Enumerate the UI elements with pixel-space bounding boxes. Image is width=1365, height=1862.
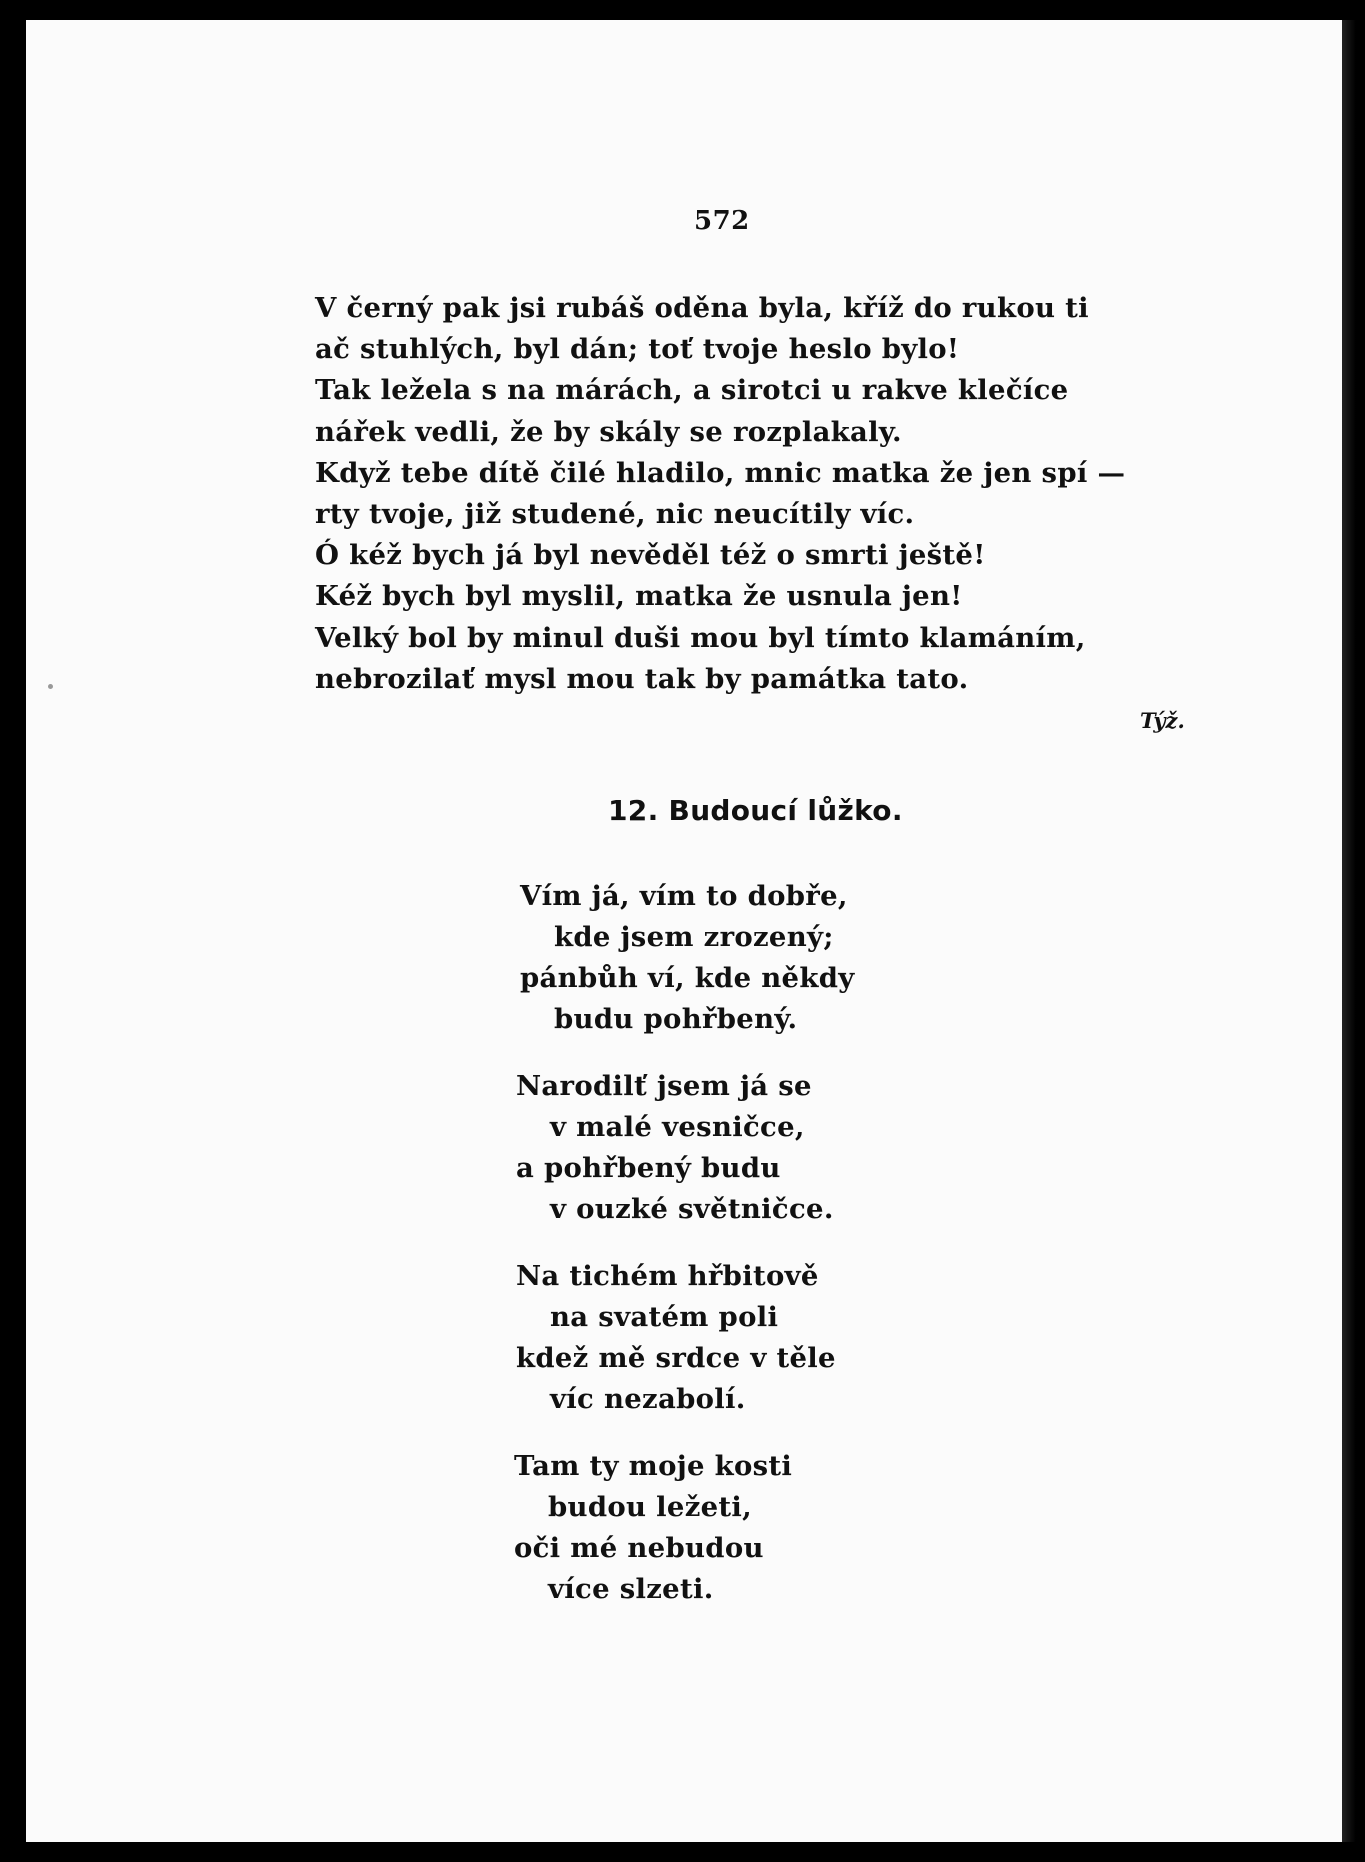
verse-line: Tam ty moje kosti xyxy=(514,1450,793,1482)
verse-line: kdež mě srdce v těle xyxy=(516,1342,836,1374)
binding-shadow xyxy=(1342,20,1365,1842)
verse-line: na svatém poli xyxy=(550,1301,779,1333)
verse-line: Vím já, vím to dobře, xyxy=(520,880,848,912)
prose-line: Velký bol by minul duši mou byl tímto klamáním, xyxy=(315,621,1086,654)
prose-line: V černý pak jsi rubáš oděna byla, kříž do rukou ti xyxy=(315,292,1089,324)
verse-line: budou ležeti, xyxy=(548,1491,753,1523)
author-signature: Týž. xyxy=(1140,708,1185,733)
verse-line: více slzeti. xyxy=(548,1573,714,1605)
verse-line: a pohřbený budu xyxy=(516,1152,781,1184)
prose-line: nebrozilať mysl mou tak by památka tato. xyxy=(315,662,969,695)
verse-line: v malé vesničce, xyxy=(550,1111,805,1143)
prose-line: rty tvoje, již studené, nic neucítily víc. xyxy=(315,498,915,531)
prose-line: nářek vedli, že by skály se rozplakaly. xyxy=(315,415,902,448)
verse-stanza-4 xyxy=(514,1446,792,1610)
prose-line: ač stuhlých, byl dán; toť tvoje heslo bylo! xyxy=(315,333,960,366)
prose-line: Ó kéž bych já byl nevěděl též o smrti ještě! xyxy=(315,539,986,572)
verse-line: pánbůh ví, kde někdy xyxy=(520,962,855,994)
poem-title: 12. Budoucí lůžko. xyxy=(608,794,903,827)
page-number: 572 xyxy=(694,206,750,236)
verse-stanza-1 xyxy=(520,876,855,1040)
paper-speck xyxy=(48,684,53,689)
verse-line: víc nezabolí. xyxy=(550,1383,746,1415)
prose-line: Kéž bych byl myslil, matka že usnula jen! xyxy=(315,580,963,613)
prose-line: Když tebe dítě čilé hladilo, mnic matka že jen spí — xyxy=(315,456,1126,489)
prose-line: Tak ležela s na márách, a sirotci u rakve klečíce xyxy=(315,374,1069,407)
verse-line: kde jsem zrozený; xyxy=(554,921,834,953)
verse-line: v ouzké světničce. xyxy=(550,1193,834,1225)
verse-line: Na tichém hřbitově xyxy=(516,1260,819,1292)
verse-line: budu pohřbený. xyxy=(554,1003,798,1035)
paper-sheet xyxy=(26,20,1342,1842)
verse-line: Narodilť jsem já se xyxy=(516,1070,812,1102)
prose-stanza xyxy=(315,288,1195,700)
verse-line: oči mé nebudou xyxy=(514,1532,764,1564)
verse-stanza-3 xyxy=(516,1256,836,1420)
verse-stanza-2 xyxy=(516,1066,834,1230)
